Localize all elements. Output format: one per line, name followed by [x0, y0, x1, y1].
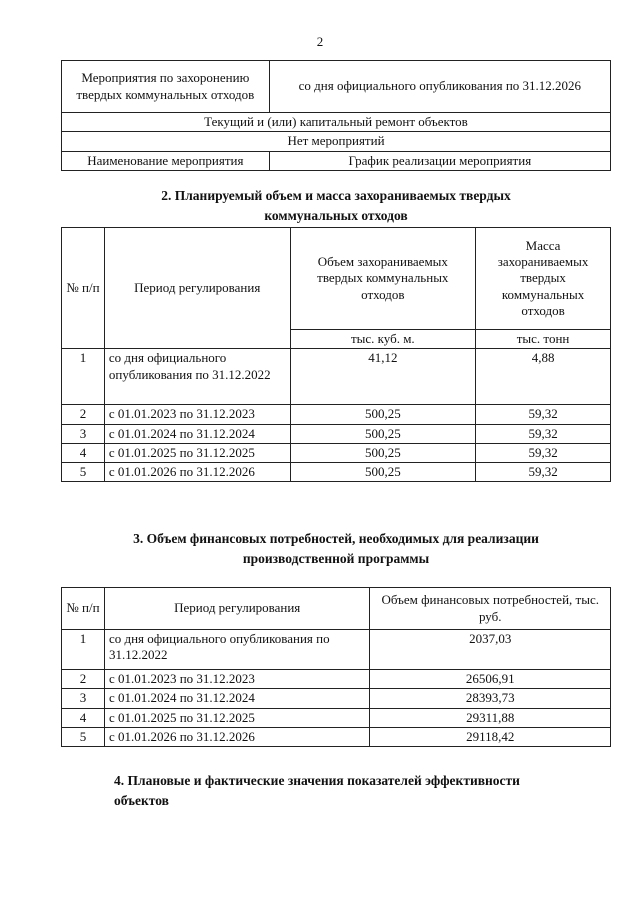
- table-row: [62, 588, 611, 630]
- row-volume: 500,25: [290, 405, 476, 424]
- section-3-title-line2: производственной программы: [242, 550, 430, 566]
- row-num: 1: [62, 349, 105, 405]
- table-row: [62, 670, 611, 689]
- row-num: 3: [62, 689, 105, 708]
- mass-unit-header: тыс. тонн: [476, 330, 611, 349]
- period-header: Период регулирования: [104, 588, 370, 630]
- table-row: [62, 405, 611, 424]
- period-header: Период регулирования: [104, 228, 290, 349]
- row-period: со дня официального опубликования по 31.12.2022: [104, 349, 290, 405]
- row-period: с 01.01.2023 по 31.12.2023: [104, 670, 370, 689]
- row-volume: 500,25: [290, 463, 476, 482]
- col-name-header: Наименование мероприятия: [62, 151, 270, 170]
- row-period: с 01.01.2025 по 31.12.2025: [104, 443, 290, 462]
- row-volume: 41,12: [290, 349, 476, 405]
- section-2-title-line1: 2. Планируемый объем и масса захораниваемых твердых: [161, 188, 511, 203]
- finance-header: Объем финансовых потребностей, тыс. руб.: [370, 588, 611, 630]
- row-num: 5: [62, 727, 105, 746]
- row-finance: 29118,42: [370, 727, 611, 746]
- event-period-cell: со дня официального опубликования по 31.12.2026: [269, 61, 610, 113]
- table-row: [62, 708, 611, 727]
- table-row: [62, 151, 611, 170]
- table-row: [62, 463, 611, 482]
- row-mass: 59,32: [476, 424, 611, 443]
- row-finance: 26506,91: [370, 670, 611, 689]
- row-mass: 59,32: [476, 463, 611, 482]
- num-header: № п/п: [62, 228, 105, 349]
- page-number: 2: [316, 34, 324, 49]
- row-num: 2: [62, 405, 105, 424]
- row-period: с 01.01.2026 по 31.12.2026: [104, 463, 290, 482]
- row-volume: 500,25: [290, 443, 476, 462]
- col-schedule-header: График реализации мероприятия: [269, 151, 610, 170]
- volume-header: Объем захораниваемых твердых коммунальных отходов: [290, 228, 476, 330]
- row-finance: 2037,03: [370, 630, 611, 670]
- table-row: [62, 630, 611, 670]
- row-finance: 28393,73: [370, 689, 611, 708]
- row-period: с 01.01.2024 по 31.12.2024: [104, 689, 370, 708]
- row-num: 1: [62, 630, 105, 670]
- row-period: с 01.01.2025 по 31.12.2025: [104, 708, 370, 727]
- row-num: 3: [62, 424, 105, 443]
- row-num: 2: [62, 670, 105, 689]
- row-num: 4: [62, 443, 105, 462]
- num-header: № п/п: [62, 588, 105, 630]
- row-mass: 4,88: [476, 349, 611, 405]
- row-period: со дня официального опубликования по 31.12.2022: [104, 630, 370, 670]
- table-row: [62, 689, 611, 708]
- no-events-cell: Нет мероприятий: [62, 132, 611, 151]
- table-row: [62, 727, 611, 746]
- section-3-title-line1: 3. Объем финансовых потребностей, необходимых для реализации: [133, 531, 539, 546]
- row-num: 4: [62, 708, 105, 727]
- repair-row-cell: Текущий и (или) капитальный ремонт объектов: [62, 113, 611, 132]
- table-row: [62, 349, 611, 405]
- row-period: с 01.01.2023 по 31.12.2023: [104, 405, 290, 424]
- event-label-cell: Мероприятия по захоронению твердых коммунальных отходов: [62, 61, 270, 113]
- table-row: [62, 443, 611, 462]
- section-4-heading: [114, 771, 614, 810]
- row-num: 5: [62, 463, 105, 482]
- row-finance: 29311,88: [370, 708, 611, 727]
- table-row: [62, 424, 611, 443]
- table-row: [62, 228, 611, 330]
- section-4-title-line2: объектов: [114, 792, 169, 808]
- row-period: с 01.01.2026 по 31.12.2026: [104, 727, 370, 746]
- events-table: [61, 60, 611, 171]
- section-3-heading: [61, 529, 611, 568]
- row-mass: 59,32: [476, 443, 611, 462]
- volume-unit-header: тыс. куб. м.: [290, 330, 476, 349]
- row-period: с 01.01.2024 по 31.12.2024: [104, 424, 290, 443]
- section-4-title-line1: 4. Плановые и фактические значения показателей эффективности: [114, 773, 520, 788]
- waste-volume-table: [61, 227, 611, 482]
- mass-header: Масса захораниваемых твердых коммунальных отходов: [476, 228, 611, 330]
- row-mass: 59,32: [476, 405, 611, 424]
- row-volume: 500,25: [290, 424, 476, 443]
- table-row: [62, 113, 611, 132]
- table-row: [62, 132, 611, 151]
- table-row: [62, 61, 611, 113]
- section-2-heading: [61, 186, 611, 225]
- section-2-title-line2: коммунальных отходов: [264, 207, 408, 223]
- finance-table: [61, 587, 611, 747]
